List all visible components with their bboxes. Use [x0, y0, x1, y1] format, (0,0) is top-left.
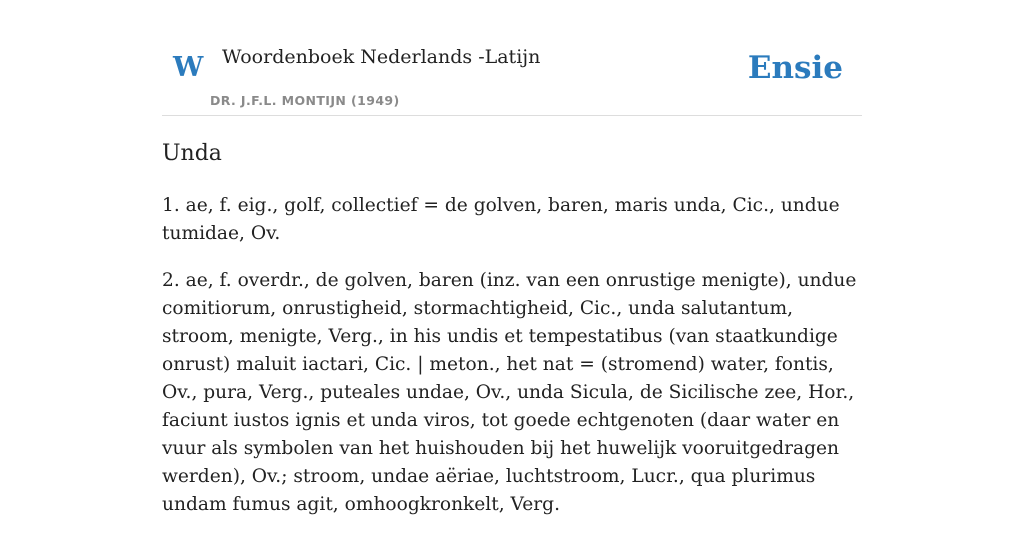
ensie-logo[interactable]: Ensie [747, 50, 843, 86]
dictionary-logo[interactable]: W [173, 52, 204, 83]
dictionary-header [162, 0, 862, 116]
dictionary-card [162, 0, 862, 515]
definition-2: 2. ae, f. overdr., de golven, baren (inz. van een onrustige menigte), undue comitiorum, onrustigheid, stormachtigheid, Cic., unda salutantum, stroom, menigte, Verg., in his undis et tempestatibus (van staatkundige onrust) maluit iactari, Cic. | meton., het nat = (stromend) water, fontis, Ov., pura, Verg., puteales undae, Ov., unda Sicula, de Sicilische zee, Hor., faciunt iustos ignis et unda viros, tot goede echtgenoten (daar water en vuur als symbolen van het huishouden bij het huwelijk vooruitgedragen werden), Ov.; stroom, undae aëriae, luchtstroom, Lucr., qua plurimus undam fumus agit, omhoogkronkelt, Verg. [162, 270, 857, 515]
dictionary-title[interactable]: Woordenboek Nederlands -Latijn [222, 46, 541, 68]
dictionary-author: DR. J.F.L. MONTIJN (1949) [210, 93, 400, 108]
definition-1: 1. ae, f. eig., golf, collectief = de golven, baren, maris unda, Cic., undue tumidae, Ov. [162, 195, 840, 244]
definitions-list [162, 192, 862, 538]
entry-headword: Unda [162, 141, 222, 166]
